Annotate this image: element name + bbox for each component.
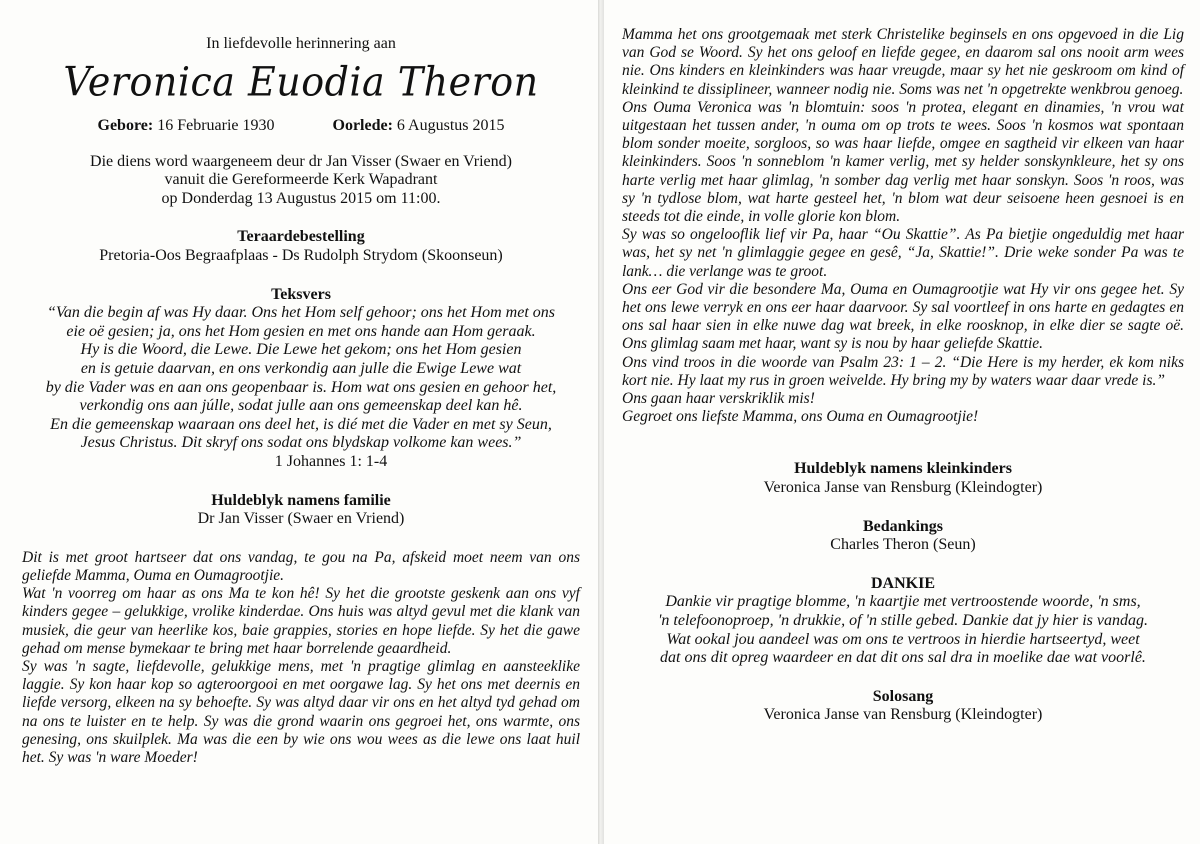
verse-line: “Van die begin af was Hy daar. Ons het Hom self gehoor; ons het Hom met ons xyxy=(47,304,555,322)
verse-line: by die Vader was en aan ons geopenbaar is. Hom wat ons gesien en gehoor het, xyxy=(45,378,557,396)
left-page xyxy=(0,0,598,844)
verse-line: en is getuie daarvan, en ons verkondig aan julle die Ewige Lewe wat xyxy=(80,359,522,377)
tribute-paragraph: Ons Ouma Veronica was 'n blomtuin: soos 'n protea, elegant en dinamies, 'n vrou wat uitgestaan het tussen ander, 'n ouma om op trots te wees. Soos 'n kosmos wat spontaan blom sonder moeite, sorgloos, so was haar liefde, omgee en sagtheid vir elkeen van haar kleinkinders. Soos 'n sonneblom 'n kamer verlig, met sy helder sonskynkleure, het sy ons harte verlig met haar glimlag, 'n somber dag verlig met haar sonskyn. Soos 'n roos, was sy 'n tydlose blom, wat harte gesteel het, 'n blom wat deur seisoene heen gesnoei is en steeds tot die einde, in volle glorie kon blom. xyxy=(622,98,1184,226)
family-tribute-author: Dr Jan Visser (Swaer en Vriend) xyxy=(197,510,405,528)
life-dates xyxy=(22,116,580,136)
dankie-heading: DANKIE xyxy=(870,574,935,592)
right-page xyxy=(604,0,1200,844)
service-line: op Donderdag 13 Augustus 2015 om 11:00. xyxy=(161,189,441,207)
dankie-line: Wat ookal jou aandeel was om ons te vertroos in hierdie hartseertyd, weet xyxy=(666,630,1140,648)
service-line: vanuit die Gereformeerde Kerk Wapadrant xyxy=(164,171,438,189)
service-line: Die diens word waargeneem deur dr Jan Visser (Swaer en Vriend) xyxy=(90,152,512,170)
family-tribute-heading: Huldeblyk namens familie xyxy=(211,491,391,509)
burial-text: Pretoria-Oos Begraafplaas - Ds Rudolph Strydom (Skoonseun) xyxy=(99,246,503,264)
tribute-paragraph: Sy was 'n sagte, liefdevolle, gelukkige mens, met 'n pragtige glimlag en aansteeklike laggie. Sy kon haar kop so agteroorgooi en met oorgawe lag. Sy het ons met deernis en liefde versorg, elkeen na sy behoefte. Sy was altyd daar vir ons en het altyd tyd gehad om na ons te luister en te help. Sy was die grond waarin ons gegroei het, ons warmte, ons genesing, ons skuilplek. Ma was die een by wie ons wou wees as die lewe ons laat huil het. Sy was 'n ware Moeder! xyxy=(22,657,580,766)
dankie-line: 'n telefoonoproep, 'n drukkie, of 'n stille gebed. Dankie dat jy hier is vandag. xyxy=(657,612,1148,630)
verse-line: eie oë gesien; ja, ons het Hom gesien en met ons hande aan Hom geraak. xyxy=(66,322,536,340)
verse-text xyxy=(22,304,580,453)
service-details xyxy=(22,153,580,209)
tribute-paragraph: Ons eer God vir die besondere Ma, Ouma en Oumagrootjie wat Hy vir ons gegee het. Sy het ons lewe verryk en ons eer haar daarvoor. Sy sal voortleef in ons harte en gedagtes en ons sal haar sien in elke nuwe dag wat breek, in elke roosknop, in elke dier se sagte oë. Ons glimlag saam met haar, want sy is nou by haar geliefde Skattie. xyxy=(622,280,1184,353)
died-date-group xyxy=(333,116,505,136)
tribute-paragraph: Mamma het ons grootgemaak met sterk Christelike beginsels en ons opgevoed in die Lig van God se Woord. Sy het ons geloof en liefde gegee, en daarom sal ons nooit arm wees nie. Ons kinders en kleinkinders was haar vreugde, maar sy het nie geskroom om kind of kleinkind te dissiplineer, wanneer nodig nie. Soms was net 'n opgetrekte wenkbrou genoeg. xyxy=(622,26,1184,98)
tribute-paragraph: Wat 'n voorreg om haar as ons Ma te kon hê! Sy het die grootste geskenk aan ons vyf kinders gegee – gelukkige, vrolike kinderdae. Ons huis was altyd gevul met die klank van musiek, die geur van heerlike kos, baie grappies, stories en hope liefde. Sy het die gawe gehad om mense bymekaar te bring met haar borrelende geaardheid. xyxy=(22,585,580,657)
born-date: 16 Februarie 1930 xyxy=(157,116,275,134)
dankie-line: dat ons dit opreg waardeer en dat dit ons sal dra in moelike dae wat voorlê. xyxy=(660,649,1146,667)
born-label: Gebore: xyxy=(97,116,154,134)
intro-text: In liefdevolle herinnering aan xyxy=(206,35,396,52)
dankie-text xyxy=(622,593,1184,667)
tribute-paragraph: Dit is met groot hartseer dat ons vandag, te gou na Pa, afskeid moet neem van ons geliefde Mamma, Ouma en Oumagrootjie. xyxy=(22,548,580,584)
verse-reference: 1 Johannes 1: 1-4 xyxy=(274,452,388,470)
burial-heading: Teraardebestelling xyxy=(237,228,365,246)
verse-line: Hy is die Woord, die Lewe. Die Lewe het gekom; ons het Hom gesien xyxy=(80,341,522,359)
tribute-paragraph: Ons vind troos in die woorde van Psalm 23: 1 – 2. “Die Here is my herder, ek kom niks kort nie. Hy laat my rus in groen weivelde. Hy bring my by waters waar daar vrede is.” xyxy=(622,353,1184,389)
tribute-paragraph: Sy was so ongelooflik lief vir Pa, haar “Ou Skattie”. As Pa bietjie ongeduldig met haar was, het sy net 'n glimlaggie gegee en gesê, “Ja, Skattie!”. Drie weke sonder Pa was te lank… die verlange was te groot. xyxy=(622,226,1184,280)
verse-heading: Teksvers xyxy=(271,285,331,303)
solo-heading: Solosang xyxy=(872,687,934,705)
tribute-paragraph: Ons gaan haar verskriklik mis! xyxy=(622,390,815,408)
died-date: 6 Augustus 2015 xyxy=(396,116,505,134)
born-date-group xyxy=(98,116,275,136)
verse-line: verkondig ons aan júlle, sodat julle aan ons gemeenskap deel kan hê. xyxy=(79,397,523,415)
grandchildren-tribute-author: Veronica Janse van Rensburg (Kleindogter) xyxy=(763,479,1043,497)
deceased-name: Veronica Euodia Theron xyxy=(63,58,539,105)
thanks-heading: Bedankings xyxy=(862,517,944,535)
died-label: Oorlede: xyxy=(332,116,393,134)
verse-line: Jesus Christus. Dit skryf ons sodat ons blydskap volkome kan wees.” xyxy=(80,434,522,452)
dankie-line: Dankie vir pragtige blomme, 'n kaartjie met vertroostende woorde, 'n sms, xyxy=(665,593,1141,611)
tribute-paragraph: Gegroet ons liefste Mamma, ons Ouma en Oumagrootjie! xyxy=(622,408,979,426)
solo-author: Veronica Janse van Rensburg (Kleindogter) xyxy=(763,706,1043,724)
thanks-author: Charles Theron (Seun) xyxy=(830,536,976,554)
tribute-continued xyxy=(622,26,1184,426)
grandchildren-tribute-heading: Huldeblyk namens kleinkinders xyxy=(794,460,1012,478)
family-tribute-body xyxy=(22,549,580,767)
verse-line: En die gemeenskap waaraan ons deel het, is dié met die Vader en met sy Seun, xyxy=(50,415,552,433)
